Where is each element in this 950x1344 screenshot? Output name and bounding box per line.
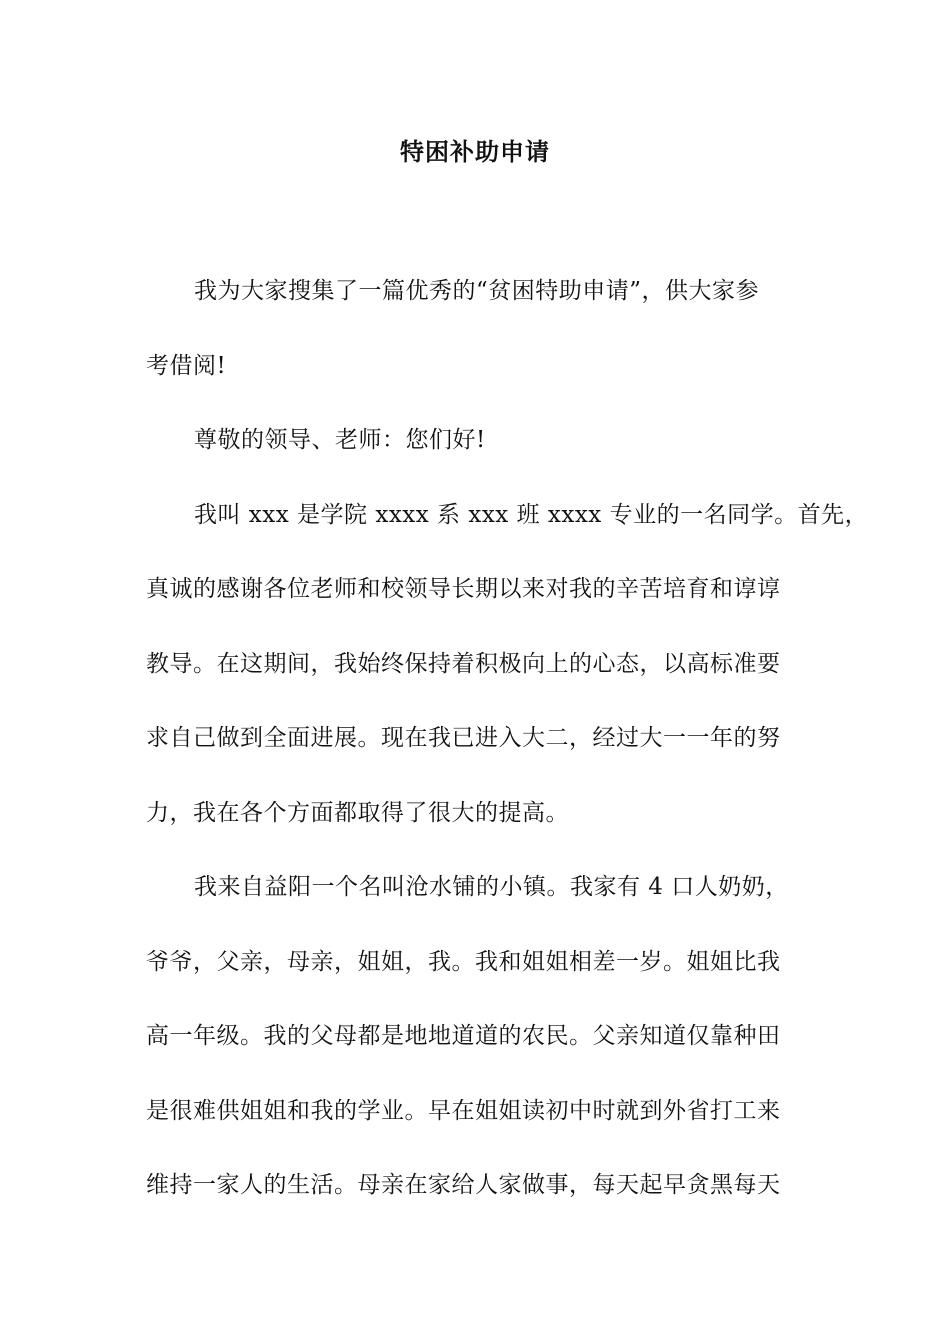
paragraph-line: 考借阅!	[146, 352, 227, 379]
paragraph-line: 求自己做到全面进展。现在我已进入大二，经过大一一年的努	[146, 725, 781, 751]
paragraph-line: 我叫 xxx 是学院 xxxx 系 xxx 班 xxxx 专业的一名同学。首先，	[194, 501, 869, 528]
paragraph-line: 尊敬的领导、老师：您们好!	[194, 427, 486, 453]
paragraph-line: 我为大家搜集了一篇优秀的“贫困特助申请”，供大家参	[194, 278, 760, 304]
paragraph-line: 爷爷，父亲，母亲，姐姐，我。我和姐姐相差一岁。姐姐比我	[146, 948, 781, 975]
document-title: 特困补助申请	[400, 138, 550, 166]
document-body	[146, 254, 869, 1223]
paragraph-line: 我来自益阳一个名叫沧水铺的小镇。我家有 4 口人奶奶，	[194, 874, 789, 900]
paragraph-line: 维持一家人的生活。母亲在家给人家做事，每天起早贪黑每天	[146, 1172, 781, 1198]
paragraph-line: 真诚的感谢各位老师和校领导长期以来对我的辛苦培育和谆谆	[146, 576, 781, 602]
paragraph-line: 力，我在各个方面都取得了很大的提高。	[146, 799, 569, 826]
paragraph-line: 高一年级。我的父母都是地地道道的农民。父亲知道仅靠种田	[146, 1023, 781, 1049]
paragraph-line: 教导。在这期间，我始终保持着积极向上的心态，以高标准要	[146, 650, 781, 677]
paragraph-line: 是很难供姐姐和我的学业。早在姐姐读初中时就到外省打工来	[146, 1097, 781, 1124]
